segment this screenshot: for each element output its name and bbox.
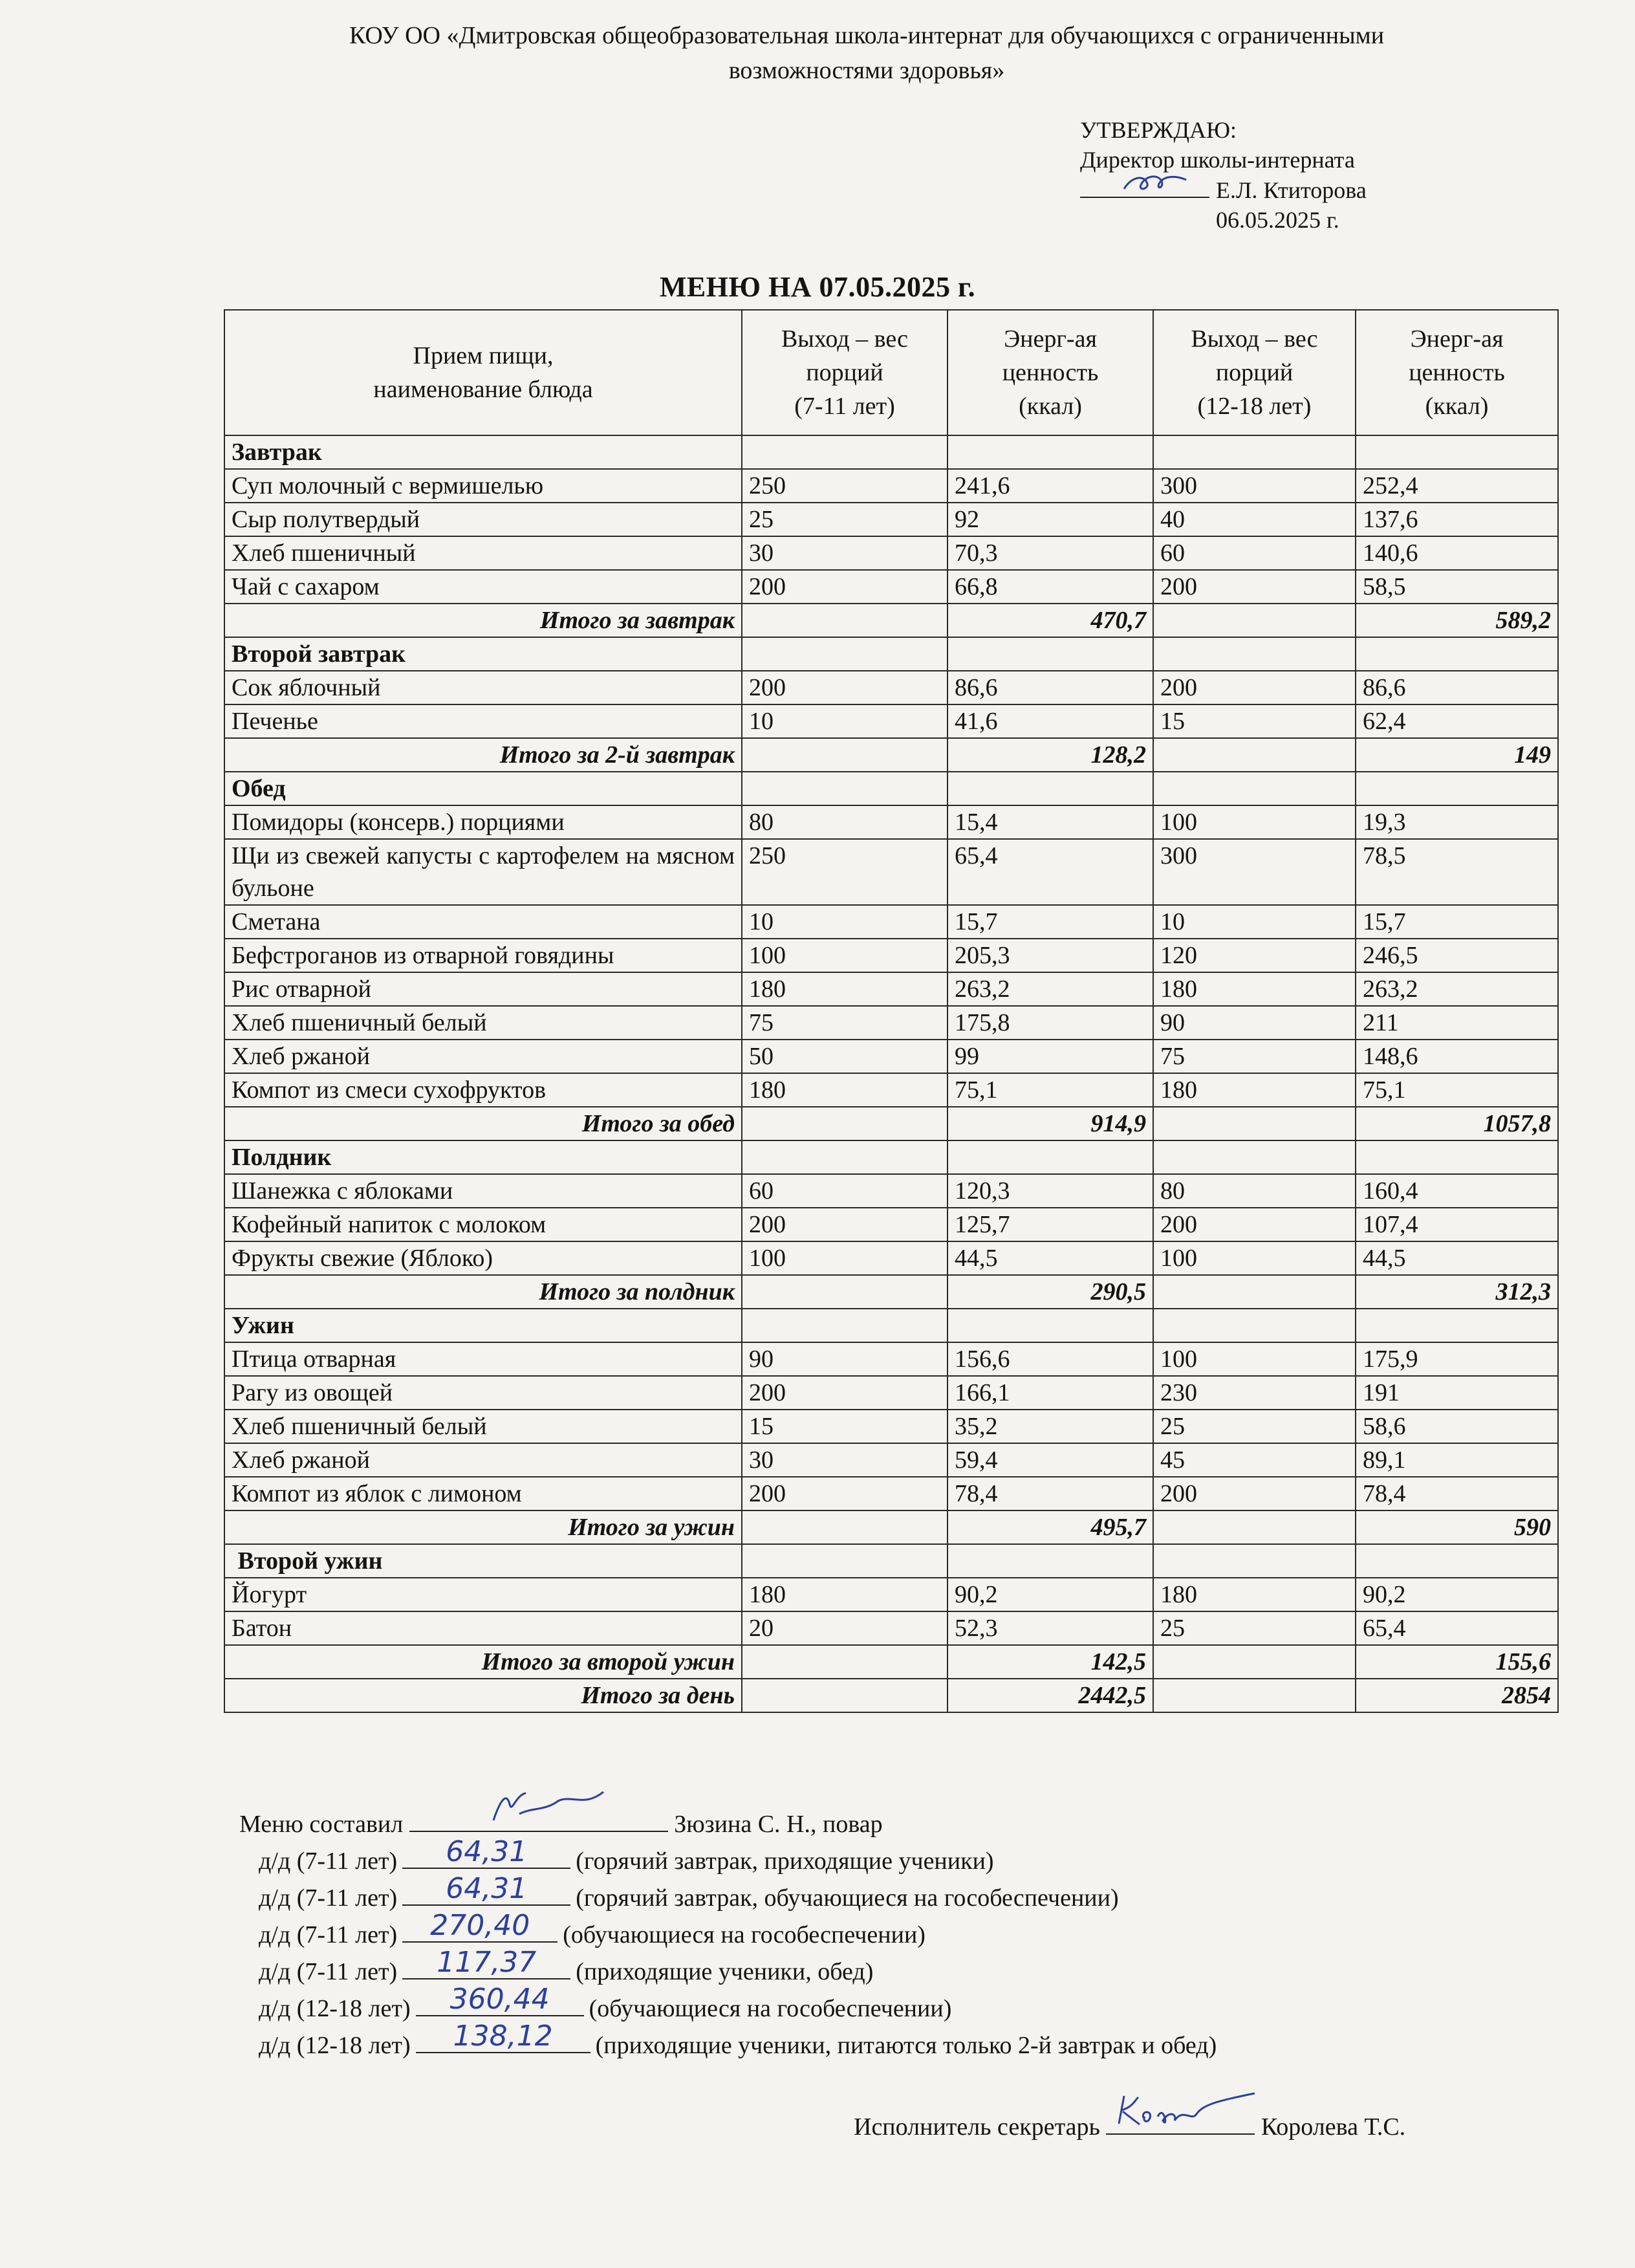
cost-blank bbox=[402, 1835, 570, 1869]
energy-7-11: 35,2 bbox=[947, 1410, 1153, 1443]
cost-value: 64,31 bbox=[446, 1872, 528, 1905]
dish-name: Щи из свежей капусты с картофелем на мясном бульоне bbox=[224, 839, 742, 905]
table-header-row bbox=[224, 310, 1558, 435]
weight-12-18: 100 bbox=[1153, 1241, 1356, 1275]
energy-12-18: 19,3 bbox=[1356, 805, 1558, 839]
dish-name: Рагу из овощей bbox=[224, 1376, 742, 1410]
empty-cell bbox=[1153, 1275, 1356, 1309]
weight-7-11: 60 bbox=[742, 1174, 947, 1208]
table-row bbox=[224, 1208, 1558, 1241]
executor-signature bbox=[1106, 2108, 1255, 2135]
weight-7-11: 200 bbox=[742, 1477, 947, 1510]
weight-12-18: 15 bbox=[1153, 704, 1356, 738]
empty-cell bbox=[947, 435, 1153, 469]
dish-name: Батон bbox=[224, 1611, 742, 1645]
org-line-2: возможностями здоровья» bbox=[728, 57, 1005, 84]
empty-cell bbox=[742, 1107, 947, 1140]
weight-12-18: 300 bbox=[1153, 839, 1356, 905]
executor-signature-mark bbox=[1106, 2088, 1261, 2133]
section-row bbox=[224, 637, 1558, 671]
weight-7-11: 20 bbox=[742, 1611, 947, 1645]
energy-12-18: 58,6 bbox=[1356, 1410, 1558, 1443]
header-weight-7-11: Выход – вес порций (7-11 лет) bbox=[742, 310, 947, 435]
cost-blank bbox=[416, 2020, 590, 2053]
total-label: Итого за ужин bbox=[224, 1510, 742, 1544]
table-row bbox=[224, 1006, 1558, 1040]
cost-row bbox=[239, 1946, 1597, 1989]
energy-7-11: 99 bbox=[947, 1040, 1153, 1073]
footer-block bbox=[239, 1805, 1597, 2063]
day-total-12-18: 2854 bbox=[1356, 1679, 1558, 1712]
weight-12-18: 200 bbox=[1153, 570, 1356, 604]
total-energy-7-11: 290,5 bbox=[947, 1275, 1153, 1309]
weight-12-18: 80 bbox=[1153, 1174, 1356, 1208]
empty-cell bbox=[1356, 1309, 1558, 1342]
weight-12-18: 120 bbox=[1153, 939, 1356, 972]
cost-row bbox=[239, 2020, 1597, 2063]
weight-12-18: 200 bbox=[1153, 1208, 1356, 1241]
weight-12-18: 60 bbox=[1153, 536, 1356, 570]
empty-cell bbox=[1153, 1309, 1356, 1342]
energy-7-11: 15,7 bbox=[947, 905, 1153, 939]
executor-label: Исполнитель секретарь bbox=[854, 2113, 1100, 2141]
energy-7-11: 44,5 bbox=[947, 1241, 1153, 1275]
energy-7-11: 92 bbox=[947, 503, 1153, 536]
energy-12-18: 15,7 bbox=[1356, 905, 1558, 939]
empty-cell bbox=[1153, 604, 1356, 637]
empty-cell bbox=[742, 1645, 947, 1679]
table-row bbox=[224, 1342, 1558, 1376]
cost-note: (обучающиеся на гособеспечении) bbox=[589, 1995, 952, 2022]
cost-value: 117,37 bbox=[437, 1946, 537, 1979]
empty-cell bbox=[742, 1140, 947, 1174]
director-signature-mark bbox=[1119, 169, 1190, 195]
cost-blank bbox=[416, 1983, 584, 2016]
energy-7-11: 120,3 bbox=[947, 1174, 1153, 1208]
cost-row bbox=[239, 1835, 1597, 1879]
menu-table-body bbox=[224, 435, 1558, 1712]
weight-7-11: 200 bbox=[742, 1208, 947, 1241]
energy-7-11: 263,2 bbox=[947, 972, 1153, 1006]
energy-7-11: 175,8 bbox=[947, 1006, 1153, 1040]
total-energy-7-11: 914,9 bbox=[947, 1107, 1153, 1140]
cost-group: д/д (7-11 лет) bbox=[259, 1884, 398, 1912]
total-row bbox=[224, 1510, 1558, 1544]
empty-cell bbox=[1153, 1107, 1356, 1140]
total-row bbox=[224, 738, 1558, 772]
total-row bbox=[224, 604, 1558, 637]
dish-name: Хлеб ржаной bbox=[224, 1040, 742, 1073]
dish-name: Сметана bbox=[224, 905, 742, 939]
total-energy-12-18: 155,6 bbox=[1356, 1645, 1558, 1679]
energy-12-18: 107,4 bbox=[1356, 1208, 1558, 1241]
table-row bbox=[224, 1611, 1558, 1645]
approval-block bbox=[1080, 115, 1546, 235]
header-energy-7-11: Энерг-ая ценность (ккал) bbox=[947, 310, 1153, 435]
weight-12-18: 230 bbox=[1153, 1376, 1356, 1410]
approve-name: Е.Л. Ктиторова bbox=[1216, 177, 1367, 203]
empty-cell bbox=[1153, 1645, 1356, 1679]
cost-value: 138,12 bbox=[453, 2020, 553, 2053]
energy-12-18: 75,1 bbox=[1356, 1073, 1558, 1107]
weight-7-11: 75 bbox=[742, 1006, 947, 1040]
energy-7-11: 166,1 bbox=[947, 1376, 1153, 1410]
weight-12-18: 45 bbox=[1153, 1443, 1356, 1477]
section-title: Второй завтрак bbox=[224, 637, 742, 671]
cost-note: (приходящие ученики, обед) bbox=[576, 1958, 874, 1985]
dish-name: Кофейный напиток с молоком bbox=[224, 1208, 742, 1241]
empty-cell bbox=[742, 1275, 947, 1309]
cost-value: 64,31 bbox=[446, 1835, 528, 1868]
section-row bbox=[224, 435, 1558, 469]
cost-note: (обучающиеся на гособеспечении) bbox=[563, 1921, 926, 1948]
cost-value: 360,44 bbox=[449, 1983, 550, 2016]
total-energy-12-18: 149 bbox=[1356, 738, 1558, 772]
table-row bbox=[224, 1241, 1558, 1275]
total-energy-7-11: 495,7 bbox=[947, 1510, 1153, 1544]
energy-12-18: 191 bbox=[1356, 1376, 1558, 1410]
total-label: Итого за полдник bbox=[224, 1275, 742, 1309]
empty-cell bbox=[1153, 1679, 1356, 1712]
weight-7-11: 90 bbox=[742, 1342, 947, 1376]
dish-name: Печенье bbox=[224, 704, 742, 738]
table-row bbox=[224, 1174, 1558, 1208]
table-row bbox=[224, 671, 1558, 704]
energy-12-18: 44,5 bbox=[1356, 1241, 1558, 1275]
cost-row bbox=[239, 1983, 1597, 2026]
table-row bbox=[224, 1443, 1558, 1477]
weight-7-11: 30 bbox=[742, 1443, 947, 1477]
dish-name: Хлеб пшеничный белый bbox=[224, 1006, 742, 1040]
empty-cell bbox=[1153, 1510, 1356, 1544]
energy-7-11: 125,7 bbox=[947, 1208, 1153, 1241]
dish-name: Компот из смеси сухофруктов bbox=[224, 1073, 742, 1107]
empty-cell bbox=[947, 637, 1153, 671]
dish-name: Хлеб пшеничный bbox=[224, 536, 742, 570]
table-row bbox=[224, 469, 1558, 503]
weight-7-11: 200 bbox=[742, 1376, 947, 1410]
header-energy-12-18: Энерг-ая ценность (ккал) bbox=[1356, 310, 1558, 435]
energy-12-18: 78,5 bbox=[1356, 839, 1558, 905]
empty-cell bbox=[742, 772, 947, 805]
table-row bbox=[224, 536, 1558, 570]
total-energy-12-18: 312,3 bbox=[1356, 1275, 1558, 1309]
approve-signature-line bbox=[1080, 175, 1546, 205]
total-row bbox=[224, 1645, 1558, 1679]
executor-name: Королева Т.С. bbox=[1261, 2113, 1406, 2141]
energy-12-18: 58,5 bbox=[1356, 570, 1558, 604]
empty-cell bbox=[742, 637, 947, 671]
total-label: Итого за второй ужин bbox=[224, 1645, 742, 1679]
cost-group: д/д (12-18 лет) bbox=[259, 2032, 411, 2059]
organization-header bbox=[226, 18, 1507, 88]
section-title: Обед bbox=[224, 772, 742, 805]
section-row bbox=[224, 1309, 1558, 1342]
table-row bbox=[224, 704, 1558, 738]
dish-name: Бефстроганов из отварной говядины bbox=[224, 939, 742, 972]
day-total-label: Итого за день bbox=[224, 1679, 742, 1712]
weight-7-11: 180 bbox=[742, 972, 947, 1006]
energy-12-18: 137,6 bbox=[1356, 503, 1558, 536]
energy-12-18: 65,4 bbox=[1356, 1611, 1558, 1645]
total-row bbox=[224, 1107, 1558, 1140]
dish-name: Птица отварная bbox=[224, 1342, 742, 1376]
total-energy-12-18: 590 bbox=[1356, 1510, 1558, 1544]
weight-7-11: 180 bbox=[742, 1578, 947, 1611]
header-meal: Прием пищи, наименование блюда bbox=[224, 310, 742, 435]
empty-cell bbox=[742, 604, 947, 637]
weight-7-11: 25 bbox=[742, 503, 947, 536]
table-row bbox=[224, 1578, 1558, 1611]
energy-12-18: 160,4 bbox=[1356, 1174, 1558, 1208]
table-row bbox=[224, 805, 1558, 839]
weight-7-11: 10 bbox=[742, 905, 947, 939]
menu-table bbox=[224, 309, 1559, 1713]
weight-12-18: 180 bbox=[1153, 972, 1356, 1006]
energy-12-18: 263,2 bbox=[1356, 972, 1558, 1006]
energy-7-11: 86,6 bbox=[947, 671, 1153, 704]
empty-cell bbox=[1356, 772, 1558, 805]
cost-blank bbox=[402, 1909, 558, 1943]
menu-title: МЕНЮ НА 07.05.2025 г. bbox=[659, 271, 976, 303]
cost-group: д/д (7-11 лет) bbox=[259, 1921, 398, 1948]
table-row bbox=[224, 839, 1558, 905]
empty-cell bbox=[1153, 1544, 1356, 1578]
cost-group: д/д (12-18 лет) bbox=[259, 1995, 411, 2022]
cost-group: д/д (7-11 лет) bbox=[259, 1848, 398, 1875]
weight-7-11: 250 bbox=[742, 469, 947, 503]
weight-12-18: 25 bbox=[1153, 1611, 1356, 1645]
dish-name: Рис отварной bbox=[224, 972, 742, 1006]
energy-7-11: 90,2 bbox=[947, 1578, 1153, 1611]
weight-12-18: 180 bbox=[1153, 1073, 1356, 1107]
weight-7-11: 200 bbox=[742, 570, 947, 604]
cost-blank bbox=[402, 1946, 570, 1979]
empty-cell bbox=[1153, 435, 1356, 469]
executor-row bbox=[854, 2108, 1405, 2141]
table-row bbox=[224, 1410, 1558, 1443]
empty-cell bbox=[1356, 1140, 1558, 1174]
energy-12-18: 62,4 bbox=[1356, 704, 1558, 738]
table-row bbox=[224, 1073, 1558, 1107]
cost-note: (горячий завтрак, приходящие ученики) bbox=[576, 1848, 994, 1875]
cost-value: 270,40 bbox=[430, 1909, 530, 1942]
dish-name: Хлеб ржаной bbox=[224, 1443, 742, 1477]
total-energy-7-11: 128,2 bbox=[947, 738, 1153, 772]
section-row bbox=[224, 1544, 1558, 1578]
cost-blank bbox=[402, 1872, 570, 1906]
section-row bbox=[224, 1140, 1558, 1174]
section-title: Ужин bbox=[224, 1309, 742, 1342]
empty-cell bbox=[947, 1140, 1153, 1174]
weight-7-11: 100 bbox=[742, 1241, 947, 1275]
energy-12-18: 252,4 bbox=[1356, 469, 1558, 503]
energy-12-18: 140,6 bbox=[1356, 536, 1558, 570]
table-row bbox=[224, 972, 1558, 1006]
dish-name: Фрукты свежие (Яблоко) bbox=[224, 1241, 742, 1275]
weight-12-18: 25 bbox=[1153, 1410, 1356, 1443]
empty-cell bbox=[947, 772, 1153, 805]
empty-cell bbox=[1153, 772, 1356, 805]
weight-7-11: 100 bbox=[742, 939, 947, 972]
empty-cell bbox=[1356, 1544, 1558, 1578]
energy-7-11: 41,6 bbox=[947, 704, 1153, 738]
dish-name: Сыр полутвердый bbox=[224, 503, 742, 536]
table-row bbox=[224, 1477, 1558, 1510]
empty-cell bbox=[1153, 738, 1356, 772]
cook-signature bbox=[409, 1805, 668, 1832]
energy-12-18: 175,9 bbox=[1356, 1342, 1558, 1376]
empty-cell bbox=[947, 1544, 1153, 1578]
dish-name: Чай с сахаром bbox=[224, 570, 742, 604]
weight-7-11: 15 bbox=[742, 1410, 947, 1443]
energy-12-18: 86,6 bbox=[1356, 671, 1558, 704]
total-energy-12-18: 1057,8 bbox=[1356, 1107, 1558, 1140]
dish-name: Шанежка с яблоками bbox=[224, 1174, 742, 1208]
header-weight-12-18: Выход – вес порций (12-18 лет) bbox=[1153, 310, 1356, 435]
weight-7-11: 180 bbox=[742, 1073, 947, 1107]
energy-7-11: 52,3 bbox=[947, 1611, 1153, 1645]
empty-cell bbox=[1356, 637, 1558, 671]
empty-cell bbox=[1356, 435, 1558, 469]
org-line-1: КОУ ОО «Дмитровская общеобразовательная школа-интернат для обучающихся с ограниченными bbox=[349, 22, 1385, 49]
director-signature bbox=[1080, 175, 1209, 198]
energy-12-18: 89,1 bbox=[1356, 1443, 1558, 1477]
table-row bbox=[224, 1040, 1558, 1073]
weight-12-18: 300 bbox=[1153, 469, 1356, 503]
energy-7-11: 205,3 bbox=[947, 939, 1153, 972]
energy-12-18: 90,2 bbox=[1356, 1578, 1558, 1611]
table-row bbox=[224, 570, 1558, 604]
composed-name: Зюзина С. Н., повар bbox=[674, 1811, 883, 1838]
dish-name: Сок яблочный bbox=[224, 671, 742, 704]
energy-12-18: 246,5 bbox=[1356, 939, 1558, 972]
energy-12-18: 148,6 bbox=[1356, 1040, 1558, 1073]
table-row bbox=[224, 905, 1558, 939]
empty-cell bbox=[1153, 1140, 1356, 1174]
empty-cell bbox=[1153, 637, 1356, 671]
empty-cell bbox=[947, 1309, 1153, 1342]
approve-position: Директор школы-интерната bbox=[1080, 147, 1355, 173]
section-title: Второй ужин bbox=[224, 1544, 742, 1578]
composed-label: Меню составил bbox=[239, 1811, 404, 1838]
total-label: Итого за 2-й завтрак bbox=[224, 738, 742, 772]
weight-7-11: 80 bbox=[742, 805, 947, 839]
weight-12-18: 90 bbox=[1153, 1006, 1356, 1040]
dish-name: Суп молочный с вермишелью bbox=[224, 469, 742, 503]
weight-12-18: 200 bbox=[1153, 671, 1356, 704]
section-title: Полдник bbox=[224, 1140, 742, 1174]
energy-7-11: 59,4 bbox=[947, 1443, 1153, 1477]
weight-12-18: 40 bbox=[1153, 503, 1356, 536]
table-row bbox=[224, 503, 1558, 536]
total-energy-7-11: 142,5 bbox=[947, 1645, 1153, 1679]
empty-cell bbox=[742, 738, 947, 772]
energy-7-11: 75,1 bbox=[947, 1073, 1153, 1107]
weight-7-11: 250 bbox=[742, 839, 947, 905]
section-row bbox=[224, 772, 1558, 805]
weight-12-18: 75 bbox=[1153, 1040, 1356, 1073]
weight-12-18: 100 bbox=[1153, 1342, 1356, 1376]
cost-group: д/д (7-11 лет) bbox=[259, 1958, 398, 1985]
total-label: Итого за обед bbox=[224, 1107, 742, 1140]
dish-name: Хлеб пшеничный белый bbox=[224, 1410, 742, 1443]
energy-7-11: 78,4 bbox=[947, 1477, 1153, 1510]
weight-7-11: 200 bbox=[742, 671, 947, 704]
total-energy-7-11: 470,7 bbox=[947, 604, 1153, 637]
approve-date: 06.05.2025 г. bbox=[1216, 207, 1339, 233]
weight-12-18: 10 bbox=[1153, 905, 1356, 939]
energy-12-18: 78,4 bbox=[1356, 1477, 1558, 1510]
empty-cell bbox=[742, 1679, 947, 1712]
empty-cell bbox=[742, 1544, 947, 1578]
empty-cell bbox=[742, 1309, 947, 1342]
weight-12-18: 100 bbox=[1153, 805, 1356, 839]
weight-7-11: 10 bbox=[742, 704, 947, 738]
total-label: Итого за завтрак bbox=[224, 604, 742, 637]
dish-name: Компот из яблок с лимоном bbox=[224, 1477, 742, 1510]
cost-note: (горячий завтрак, обучающиеся на гособеспечении) bbox=[576, 1884, 1119, 1912]
energy-7-11: 70,3 bbox=[947, 536, 1153, 570]
energy-7-11: 66,8 bbox=[947, 570, 1153, 604]
energy-12-18: 211 bbox=[1356, 1006, 1558, 1040]
approve-title: УТВЕРЖДАЮ: bbox=[1080, 117, 1237, 143]
empty-cell bbox=[742, 1510, 947, 1544]
composed-row bbox=[239, 1805, 1597, 1842]
section-title: Завтрак bbox=[224, 435, 742, 469]
total-energy-12-18: 589,2 bbox=[1356, 604, 1558, 637]
dish-name: Йогурт bbox=[224, 1578, 742, 1611]
energy-7-11: 156,6 bbox=[947, 1342, 1153, 1376]
table-row bbox=[224, 1376, 1558, 1410]
day-total-row bbox=[224, 1679, 1558, 1712]
weight-7-11: 30 bbox=[742, 536, 947, 570]
weight-12-18: 180 bbox=[1153, 1578, 1356, 1611]
empty-cell bbox=[742, 435, 947, 469]
total-row bbox=[224, 1275, 1558, 1309]
energy-7-11: 65,4 bbox=[947, 839, 1153, 905]
weight-12-18: 200 bbox=[1153, 1477, 1356, 1510]
table-row bbox=[224, 939, 1558, 972]
weight-7-11: 50 bbox=[742, 1040, 947, 1073]
cook-signature-mark bbox=[481, 1788, 610, 1827]
energy-7-11: 15,4 bbox=[947, 805, 1153, 839]
dish-name: Помидоры (консерв.) порциями bbox=[224, 805, 742, 839]
energy-7-11: 241,6 bbox=[947, 469, 1153, 503]
day-total-7-11: 2442,5 bbox=[947, 1679, 1153, 1712]
cost-note: (приходящие ученики, питаются только 2-й завтрак и обед) bbox=[595, 2032, 1217, 2059]
cost-rows bbox=[239, 1835, 1597, 2063]
